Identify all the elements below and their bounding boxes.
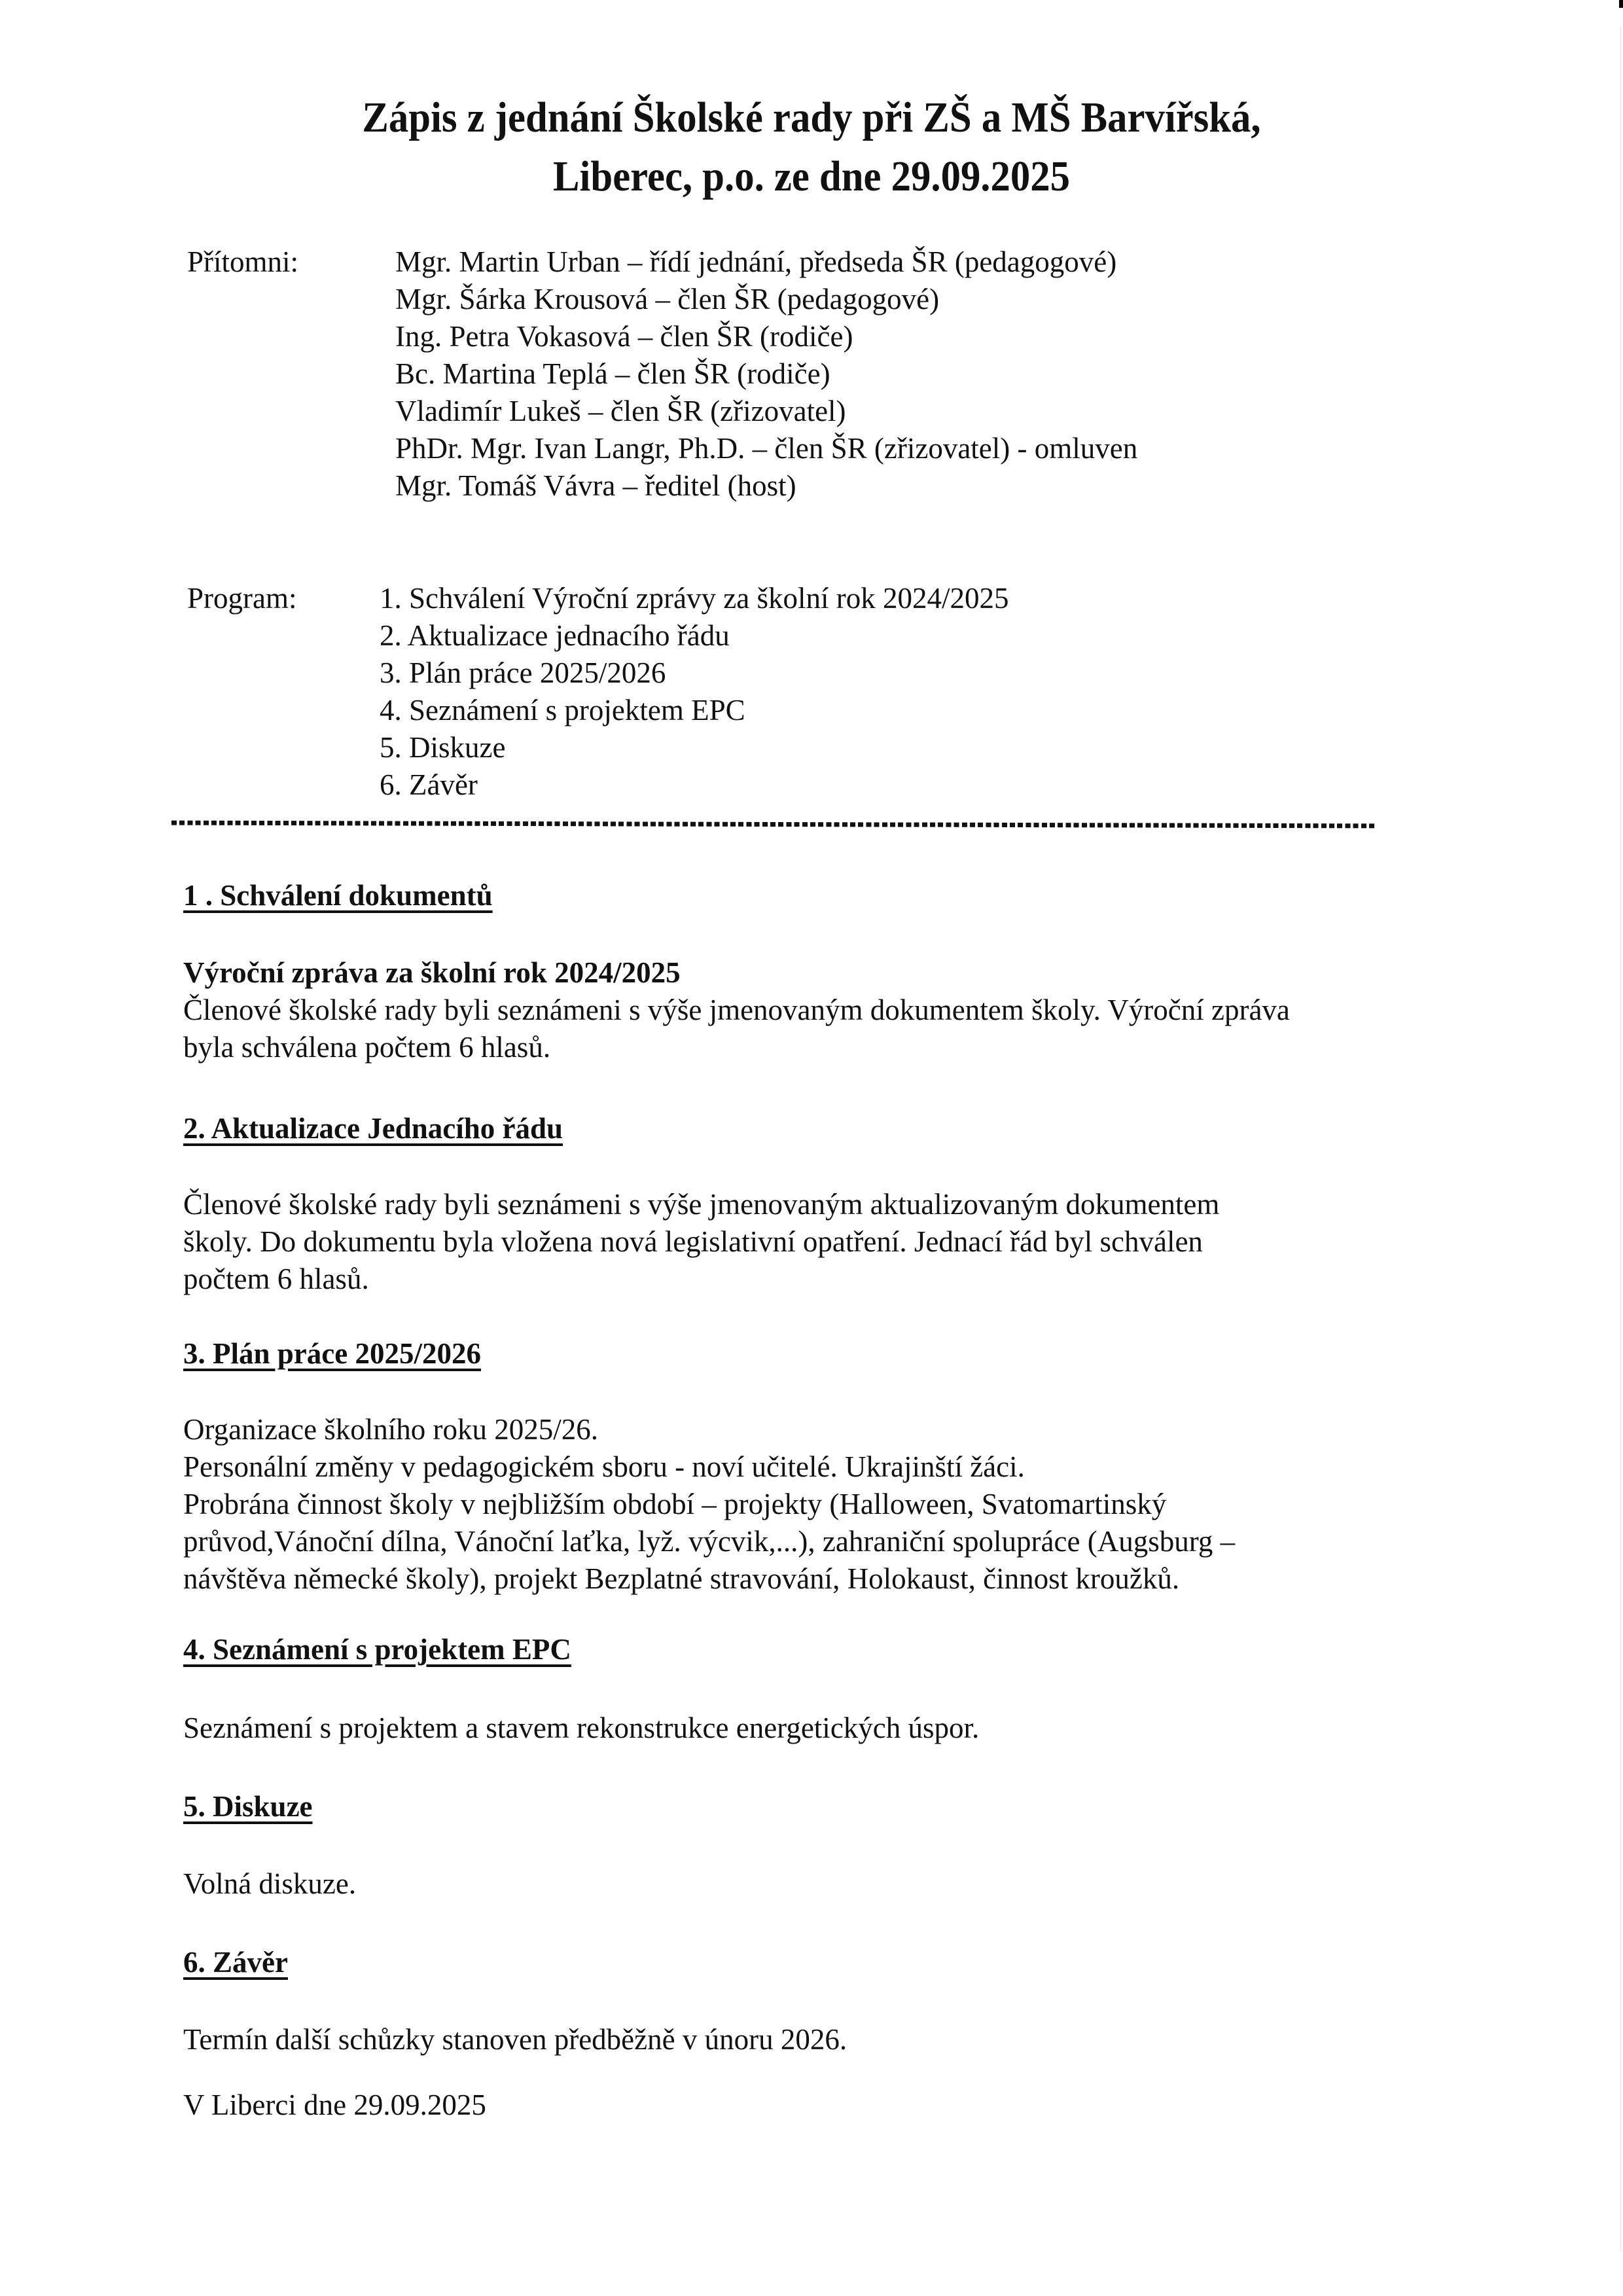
paragraph-line: Členové školské rady byli seznámeni s výše jmenovaným aktualizovaným dokumentem: [183, 1188, 1220, 1221]
paragraph-line: byla schválena počtem 6 hlasů.: [183, 1031, 551, 1064]
program-item: 3. Plán práce 2025/2026: [380, 656, 666, 689]
attendee-item: Vladimír Lukeš – člen ŠR (zřizovatel): [395, 395, 846, 427]
section-4-body: [183, 1710, 1459, 1747]
paragraph-line: Organizace školního roku 2025/26.: [183, 1413, 599, 1446]
paragraph-line: návštěva německé školy), projekt Bezplatné stravování, Holokaust, činnost kroužků.: [183, 1562, 1180, 1595]
paragraph-line: průvod,Vánoční dílna, Vánoční laťka, lyž. výcvik,...), zahraniční spolupráce (Augsburg –: [183, 1525, 1236, 1558]
document-title-line-2: Liberec, p.o. ze dne 29.09.2025: [553, 152, 1070, 200]
section-5-heading: 5. Diskuze: [183, 1790, 313, 1823]
paragraph-line: Členové školské rady byli seznámeni s výše jmenovaným dokumentem školy. Výroční zpráva: [183, 994, 1290, 1026]
paragraph-line: Seznámení s projektem a stavem rekonstrukce energetických úspor.: [183, 1712, 980, 1744]
section-3-body: [183, 1411, 1459, 1598]
attendee-item: Mgr. Šárka Krousová – člen ŠR (pedagogové): [395, 283, 940, 315]
closing-place-date: V Liberci dne 29.09.2025: [183, 2089, 486, 2121]
paragraph-line: počtem 6 hlasů.: [183, 1263, 369, 1295]
section-2-heading: 2. Aktualizace Jednacího řádu: [183, 1112, 563, 1145]
section-3-heading: 3. Plán práce 2025/2026: [183, 1337, 481, 1370]
section-5-body: [183, 1865, 1459, 1903]
section-1-body: [183, 954, 1459, 1066]
program-item: 2. Aktualizace jednacího řádu: [380, 619, 730, 652]
scan-edge-line: [1620, 26, 1621, 2251]
document-title-line-1: Zápis z jednání Školské rady při ZŠ a MŠ Barvířská,: [362, 94, 1261, 141]
section-6-heading: 6. Závěr: [183, 1946, 288, 1979]
program-item: 6. Závěr: [380, 768, 478, 801]
program-item: 5. Diskuze: [380, 731, 506, 764]
attendee-item: PhDr. Mgr. Ivan Langr, Ph.D. – člen ŠR (zřizovatel) - omluven: [395, 432, 1138, 465]
attendee-item: Bc. Martina Teplá – člen ŠR (rodiče): [395, 357, 830, 390]
dashed-separator: [171, 821, 1377, 829]
paragraph-line: školy. Do dokumentu byla vložena nová legislativní opatření. Jednací řád byl schválen: [183, 1225, 1203, 1258]
paragraph-line: Probrána činnost školy v nejbližším období – projekty (Halloween, Svatomartinský: [183, 1488, 1167, 1520]
attendees-list: [395, 243, 1137, 505]
paragraph-line: Termín další schůzky stanoven předběžně v únoru 2026.: [183, 2023, 847, 2056]
attendee-item: Ing. Petra Vokasová – člen ŠR (rodiče): [395, 320, 853, 353]
program-label: Program:: [187, 582, 297, 615]
attendee-item: Mgr. Martin Urban – řídí jednání, předseda ŠR (pedagogové): [395, 245, 1117, 278]
scan-edge-mark: [1619, 0, 1623, 8]
attendee-item: Mgr. Tomáš Vávra – ředitel (host): [395, 469, 796, 502]
section-6-body: [183, 2021, 1459, 2058]
paragraph-line: Volná diskuze.: [183, 1867, 357, 1900]
attendees-label: Přítomni:: [187, 245, 299, 278]
program-item: 1. Schválení Výroční zprávy za školní rok 2024/2025: [380, 582, 1009, 615]
section-2-body: [183, 1186, 1459, 1298]
section-1-subheading: Výroční zpráva za školní rok 2024/2025: [183, 956, 681, 989]
paragraph-line: Personální změny v pedagogickém sboru - noví učitelé. Ukrajinští žáci.: [183, 1450, 1025, 1483]
section-4-heading: 4. Seznámení s projektem EPC: [183, 1633, 571, 1666]
program-list: [380, 580, 1008, 804]
program-item: 4. Seznámení s projektem EPC: [380, 694, 745, 726]
section-1-heading: 1 . Schválení dokumentů: [183, 879, 493, 912]
